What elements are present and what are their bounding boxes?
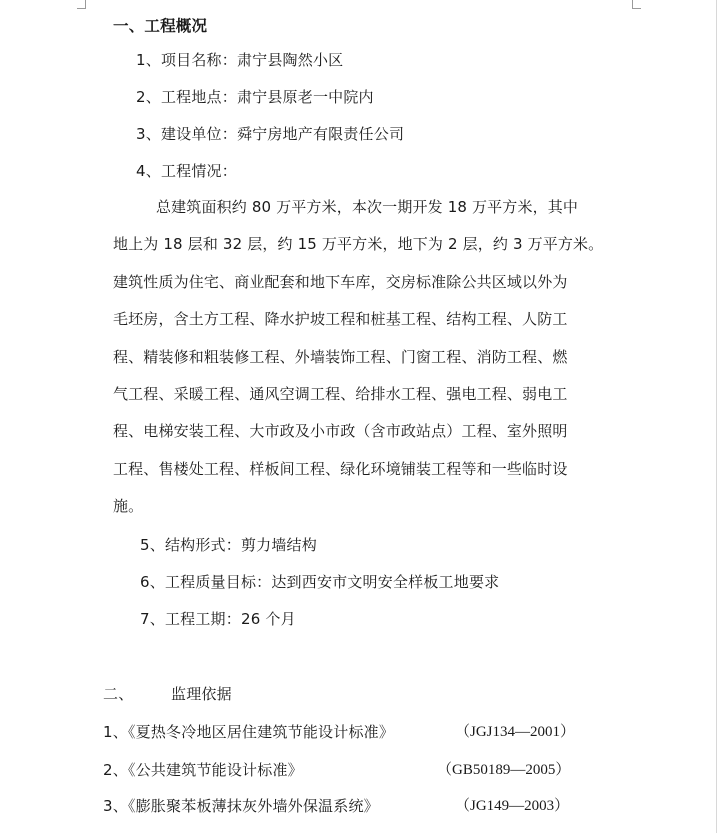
crop-mark-top-left (85, 0, 86, 8)
reference-title: 3、《膨胀聚苯板薄抹灰外墙外保温系统》 (103, 797, 379, 815)
paragraph-line: 建筑性质为住宅、商业配套和地下车库，交房标准除公共区域以外为 (113, 272, 568, 291)
paragraph-line: 程、精装修和粗装修工程、外墙装饰工程、门窗工程、消防工程、燃 (113, 347, 568, 366)
item-project-name: 1、项目名称：肃宁县陶然小区 (136, 51, 344, 69)
reference-title: 2、《公共建筑节能设计标准》 (103, 761, 303, 779)
section-heading: 一、工程概况 (113, 17, 208, 35)
crop-mark-top-right (632, 0, 633, 8)
item-developer: 3、建设单位：舜宁房地产有限责任公司 (136, 125, 405, 143)
crop-mark-top-right (632, 8, 641, 9)
reference-title: 1、《夏热冬冷地区居住建筑节能设计标准》 (103, 723, 395, 741)
reference-code: （JG149—2003） (455, 798, 570, 814)
paragraph-line: 总建筑面积约 80 万平方米，本次一期开发 18 万平方米，其中 (156, 198, 579, 216)
reference-code: （GB50189—2005） (437, 762, 571, 778)
crop-mark-top-left (77, 8, 86, 9)
section-number: 二、 (103, 685, 134, 703)
item-project-location: 2、工程地点：肃宁县原老一中院内 (136, 88, 374, 106)
section-heading: 监理依据 (171, 685, 232, 703)
project-description-paragraph (113, 189, 618, 526)
paragraph-line: 程、电梯安装工程、大市政及小市政（含市政站点）工程、室外照明 (113, 422, 568, 441)
item-project-situation: 4、工程情况： (136, 162, 237, 180)
paragraph-line: 气工程、采暖工程、通风空调工程、给排水工程、强电工程、弱电工 (113, 384, 568, 403)
item-structure-type: 5、结构形式：剪力墙结构 (140, 536, 317, 554)
paragraph-line: 毛坯房，含土方工程、降水护坡工程和桩基工程、结构工程、人防工 (113, 310, 568, 329)
paragraph-line: 工程、售楼处工程、样板间工程、绿化环境铺装工程等和一些临时设 (113, 459, 568, 478)
item-schedule: 7、工程工期：26 个月 (140, 610, 296, 628)
paragraph-line: 地上为 18 层和 32 层，约 15 万平方米，地下为 2 层，约 3 万平方米。 (113, 235, 604, 254)
item-quality-target: 6、工程质量目标：达到西安市文明安全样板工地要求 (140, 573, 500, 591)
paragraph-line: 施。 (113, 497, 144, 516)
reference-code: （JGJ134—2001） (455, 724, 576, 740)
